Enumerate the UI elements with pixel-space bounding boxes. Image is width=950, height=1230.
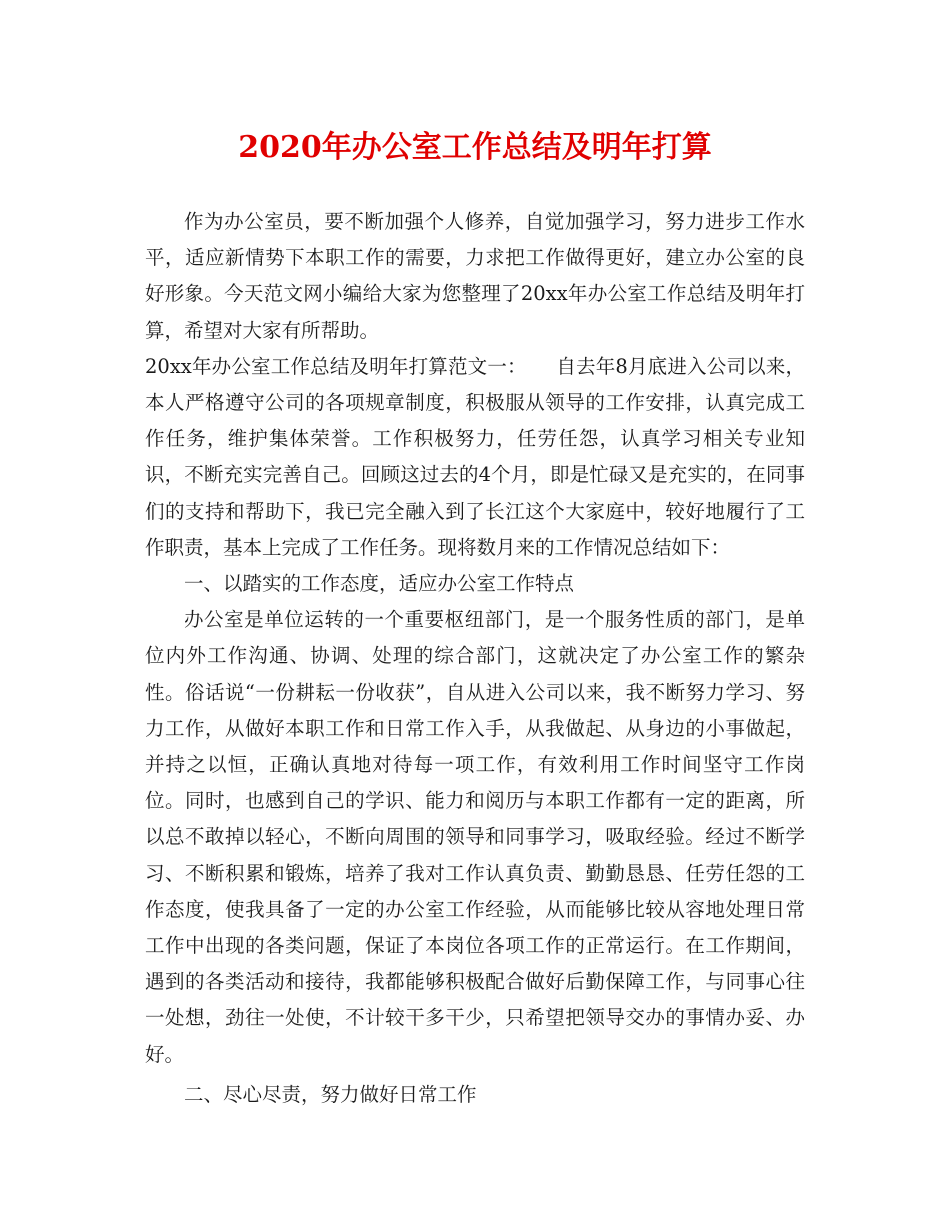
intro-paragraph: 作为办公室员，要不断加强个人修养，自觉加强学习，努力进步工作水平，适应新情势下本职工作的需要，力求把工作做得更好，建立办公室的良好形象。今天范文网小编给大家为您整理了20xx年办公室工作总结及明年打算，希望对大家有所帮助。 <box>145 210 805 342</box>
document-title: 2020年办公室工作总结及明年打算 <box>238 130 712 165</box>
section-heading-two: 二、尽心尽责，努力做好日常工作 <box>184 1082 477 1106</box>
sample-one-paragraph: 20xx年办公室工作总结及明年打算范文一： 自去年8月底进入公司以来，本人严格遵守公司的各项规章制度，积极服从领导的工作安排，认真完成工作任务，维护集体荣誉。工作积极努力，任劳任怨，认真学习相关专业知识，不断充实完善自己。回顾这过去的4个月，即是忙碌又是充实的，在同事们的支持和帮助下，我已完全融入到了长江这个大家庭中，较好地履行了工作职责，基本上完成了工作任务。现将数月来的工作情况总结如下： <box>145 354 805 559</box>
section-one-paragraph: 办公室是单位运转的一个重要枢纽部门，是一个服务性质的部门，是单位内外工作沟通、协调、处理的综合部门，这就决定了办公室工作的繁杂性。俗话说“一份耕耘一份收获”，自从进入公司以来，我不断努力学习、努力工作，从做好本职工作和日常工作入手，从我做起、从身边的小事做起，并持之以恒，正确认真地对待每一项工作，有效利用工作时间坚守工作岗位。同时，也感到自己的学识、能力和阅历与本职工作都有一定的距离，所以总不敢掉以轻心，不断向周围的领导和同事学习，吸取经验。经过不断学习、不断积累和锻炼，培养了我对工作认真负责、勤勤恳恳、任劳任怨的工作态度，使我具备了一定的办公室工作经验，从而能够比较从容地处理日常工作中出现的各类问题，保证了本岗位各项工作的正常运行。在工作期间，遇到的各类活动和接待，我都能够积极配合做好后勤保障工作，与同事心往一处想，劲往一处使，不计较干多干少，只希望把领导交办的事情办妥、办好。 <box>145 608 805 1066</box>
document-body <box>145 204 805 1113</box>
section-heading-one: 一、以踏实的工作态度，适应办公室工作特点 <box>184 572 575 596</box>
